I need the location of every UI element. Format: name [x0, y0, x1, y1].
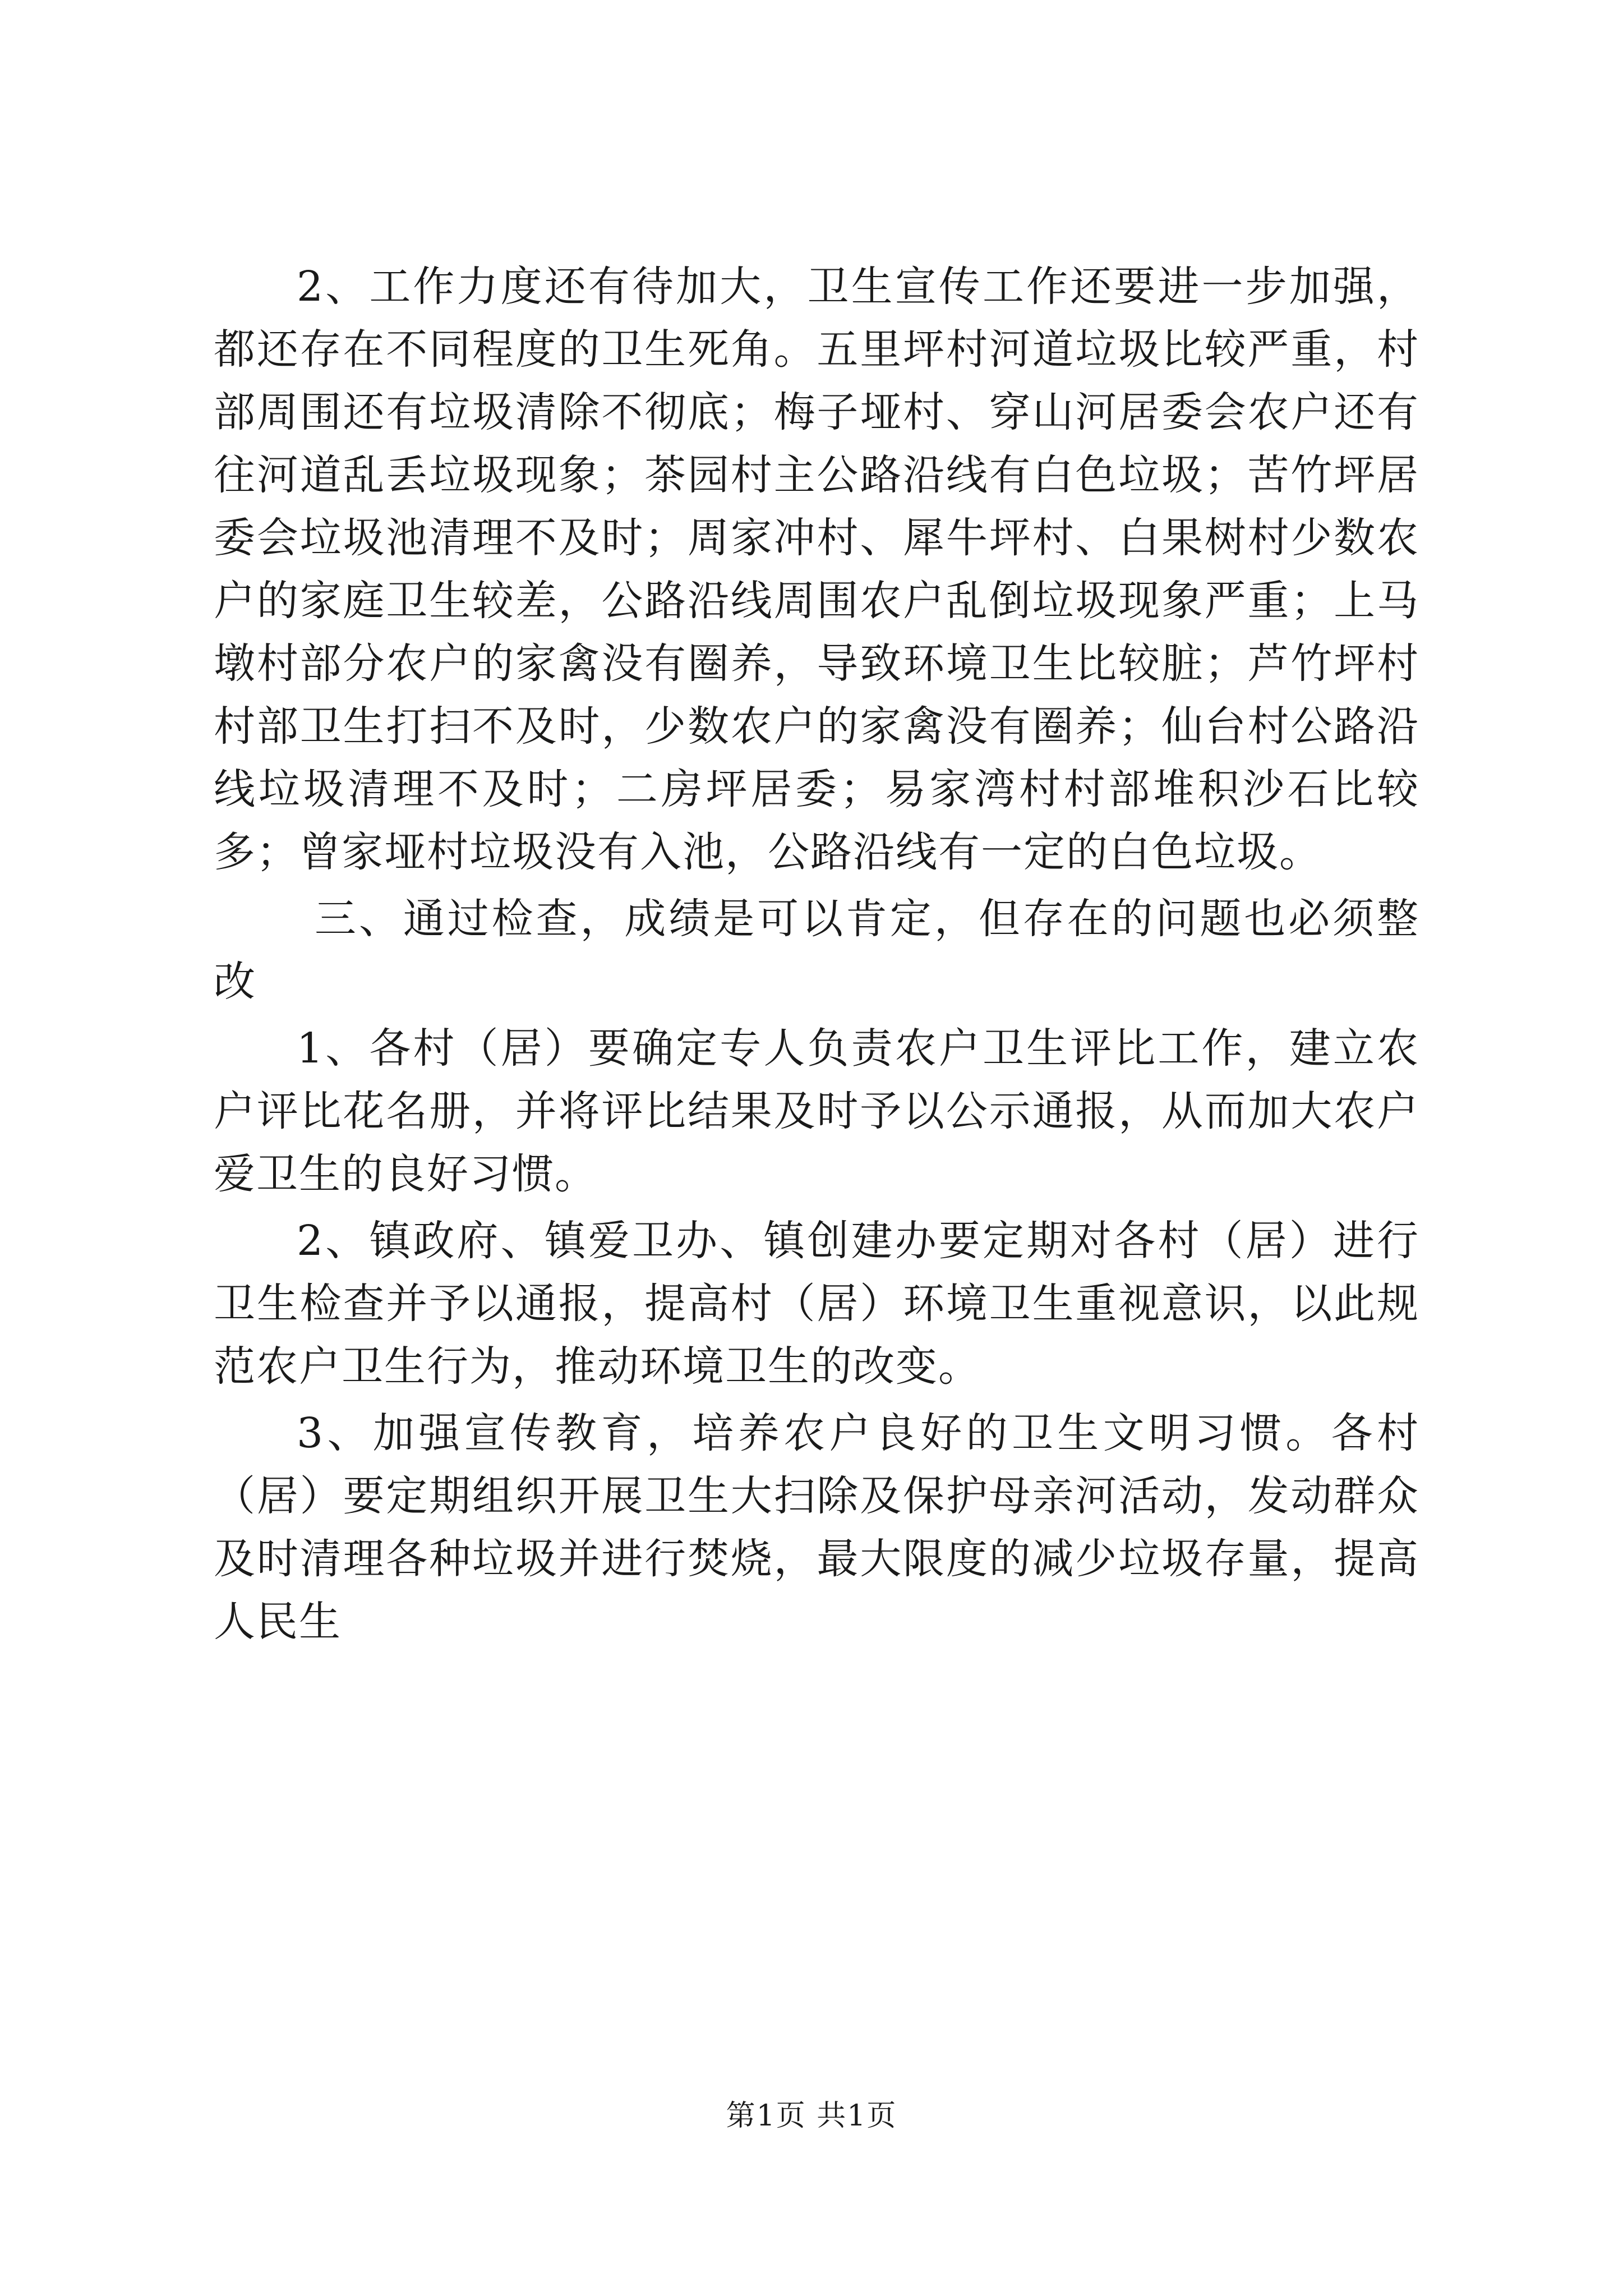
page-number-footer: 第1页 共1页: [726, 2099, 897, 2133]
document-body: [214, 255, 1419, 1653]
paragraph-item-3: 3、加强宣传教育，培养农户良好的卫生文明习惯。各村（居）要定期组织开展卫生大扫除及保护母亲河活动，发动群众及时清理各种垃圾并进行焚烧，最大限度的减少垃圾存量，提高人民生: [214, 1409, 1419, 1646]
paragraph-item-2: 2、镇政府、镇爱卫办、镇创建办要定期对各村（居）进行卫生检查并予以通报，提高村（居）环境卫生重视意识，以此规范农户卫生行为，推动环境卫生的改变。: [214, 1217, 1419, 1391]
paragraph-item-1: 1、各村（居）要确定专人负责农户卫生评比工作，建立农户评比花名册，并将评比结果及时予以公示通报，从而加大农户爱卫生的良好习惯。: [214, 1024, 1419, 1198]
paragraph-problems: 2、工作力度还有待加大，卫生宣传工作还要进一步加强，都还存在不同程度的卫生死角。五里坪村河道垃圾比较严重，村部周围还有垃圾清除不彻底；梅子垭村、穿山河居委会农户还有往河道乱丢垃圾现象；茶园村主公路沿线有白色垃圾；苦竹坪居委会垃圾池清理不及时；周家冲村、犀牛坪村、白果树村少数农户的家庭卫生较差，公路沿线周围农户乱倒垃圾现象严重；上马墩村部分农户的家禽没有圈养，导致环境卫生比较脏；芦竹坪村村部卫生打扫不及时，少数农户的家禽没有圈养；仙台村公路沿线垃圾清理不及时；二房坪居委；易家湾村村部堆积沙石比较多；曾家垭村垃圾没有入池，公路沿线有一定的白色垃圾。: [214, 263, 1419, 876]
section-heading-rectification: 三、通过检查，成绩是可以肯定，但存在的问题也必须整改: [214, 895, 1419, 1006]
